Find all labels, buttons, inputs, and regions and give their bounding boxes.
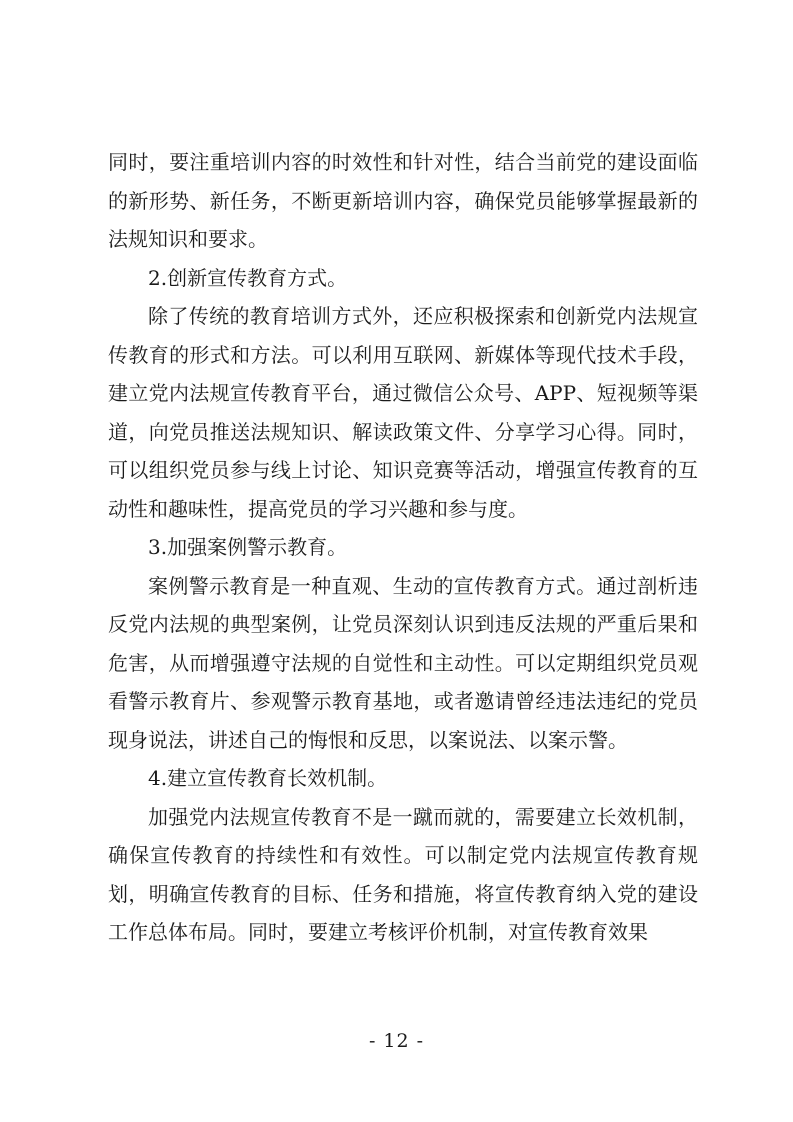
page-number: - 12 -: [368, 1030, 425, 1052]
section-heading-3: 3.加强案例警示教育。: [148, 535, 348, 559]
paragraph-innovation: 除了传统的教育培训方式外，还应积极探索和创新党内法规宣传教育的形式和方法。可以利用互联网、新媒体等现代技术手段，建立党内法规宣传教育平台，通过微信公众号、APP、短视频等渠道，向党员推送法规知识、解读政策文件、分享学习心得。同时，可以组织党员参与线上讨论、知识竞赛等活动，增强宣传教育的互动性和趣味性，提高党员的学习兴趣和参与度。: [108, 304, 698, 521]
paragraph-case-warning: 案例警示教育是一种直观、生动的宣传教育方式。通过剖析违反党内法规的典型案例，让党员深刻认识到违反法规的严重后果和危害，从而增强遵守法规的自觉性和主动性。可以定期组织党员观看警示教育片、参观警示教育基地，或者邀请曾经违法违纪的党员现身说法，讲述自己的悔恨和反思，以案说法、以案示警。: [108, 573, 698, 752]
section-heading-2: 2.创新宣传教育方式。: [148, 265, 348, 290]
paragraph-long-term-mechanism: 加强党内法规宣传教育不是一蹴而就的，需要建立长效机制，确保宣传教育的持续性和有效性。可以制定党内法规宣传教育规划，明确宣传教育的目标、任务和措施，将宣传教育纳入党的建设工作总体布局。同时，要建立考核评价机制，对宣传教育效果: [108, 804, 698, 944]
document-body: [108, 143, 698, 952]
paragraph-continuation: 同时，要注重培训内容的时效性和针对性，结合当前党的建设面临的新形势、新任务，不断更新培训内容，确保党员能够掌握最新的法规知识和要求。: [108, 150, 698, 251]
section-heading-4: 4.建立宣传教育长效机制。: [148, 766, 388, 790]
